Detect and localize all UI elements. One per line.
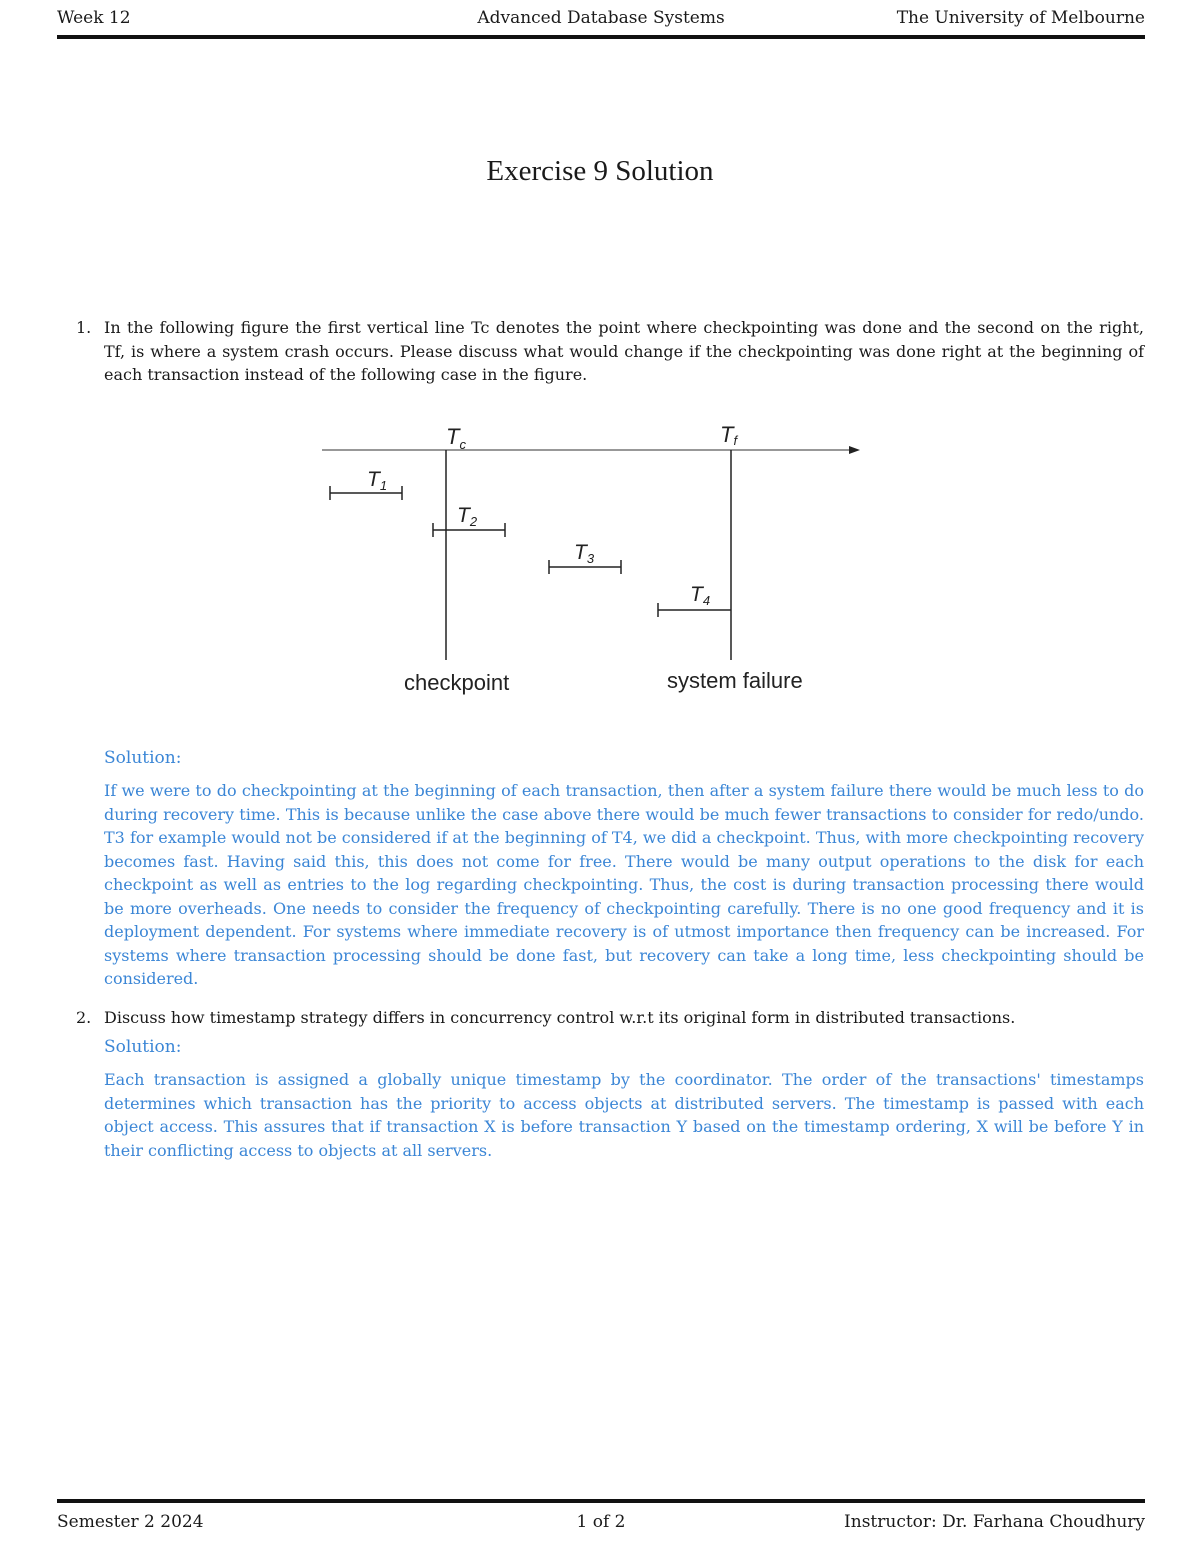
page-footer xyxy=(57,1512,1145,1536)
solution-2-label: Solution: xyxy=(104,1037,182,1057)
question-2-text: Discuss how timestamp strategy differs in concurrency control w.r.t its original form in distributed transactions. xyxy=(104,1008,1016,1027)
t2-label: T2 xyxy=(457,504,478,529)
solution-1-label: Solution: xyxy=(104,748,182,768)
transaction-t2 xyxy=(433,504,505,537)
transaction-t1 xyxy=(330,468,402,500)
footer-semester: Semester 2 2024 xyxy=(57,1512,204,1532)
footer-rule xyxy=(57,1499,1145,1503)
header-rule xyxy=(57,35,1145,39)
checkpoint-figure xyxy=(300,410,900,710)
header-university: The University of Melbourne xyxy=(896,8,1145,28)
solution-1-text: If we were to do checkpointing at the beginning of each transaction, then after a system failure there would be much less to do during recovery time. This is because unlike the case above there would be much fewer transactions to consider for redo/undo. T3 for example would not be considered if at the beginning of T4, we did a checkpoint. Thus, with more checkpointing recovery becomes fast. Having said this, this does not come for free. There would be many output operations to the disk for each checkpoint as well as entries to the log regarding checkpointing. Thus, the cost is during transaction processing there would be more overheads. One needs to consider the frequency of checkpointing carefully. There is no one good frequency and it is deployment dependent. For systems where immediate recovery is of utmost importance then frequency can be increased. For systems where transaction processing should be done fast, but recovery can take a long time, less checkpointing should be considered. xyxy=(104,781,1144,988)
timeline-diagram xyxy=(300,410,900,710)
transaction-t3 xyxy=(549,541,621,574)
transaction-t4 xyxy=(658,583,731,617)
footer-instructor: Instructor: Dr. Farhana Choudhury xyxy=(844,1512,1145,1532)
t4-label: T4 xyxy=(690,583,711,608)
question-2-number: 2. xyxy=(76,1008,92,1027)
question-1 xyxy=(76,316,1144,387)
t1-label: T1 xyxy=(367,468,388,493)
t3-label: T3 xyxy=(574,541,595,566)
failure-label: system failure xyxy=(667,668,803,693)
header-week: Week 12 xyxy=(57,8,131,28)
page-title: Exercise 9 Solution xyxy=(486,155,714,187)
time-axis-arrow-icon xyxy=(849,446,860,454)
question-2 xyxy=(76,1006,1144,1030)
page-header xyxy=(57,8,1145,32)
page-number: 1 of 2 xyxy=(576,1512,626,1532)
solution-2-text: Each transaction is assigned a globally unique timestamp by the coordinator. The order of the transactions' timestamps determines which transaction has the priority to access objects at distributed servers. The timestamp is passed with each object access. This assures that if transaction X is before transaction Y based on the timestamp ordering, X will be before Y in their conflicting access to objects at all servers. xyxy=(104,1070,1144,1160)
checkpoint-label: checkpoint xyxy=(404,670,510,695)
tf-label: Tf xyxy=(720,422,738,448)
question-1-number: 1. xyxy=(76,318,92,337)
tc-label: $T_c$ xyxy=(446,424,466,452)
header-course: Advanced Database Systems xyxy=(477,8,725,28)
question-1-text: In the following figure the first vertical line Tc denotes the point where checkpointing was done and the second on the right, Tf, is where a system crash occurs. Please discuss what would change if the checkpointing was done right at the beginning of each transaction instead of the following case in the figure. xyxy=(104,318,1144,384)
